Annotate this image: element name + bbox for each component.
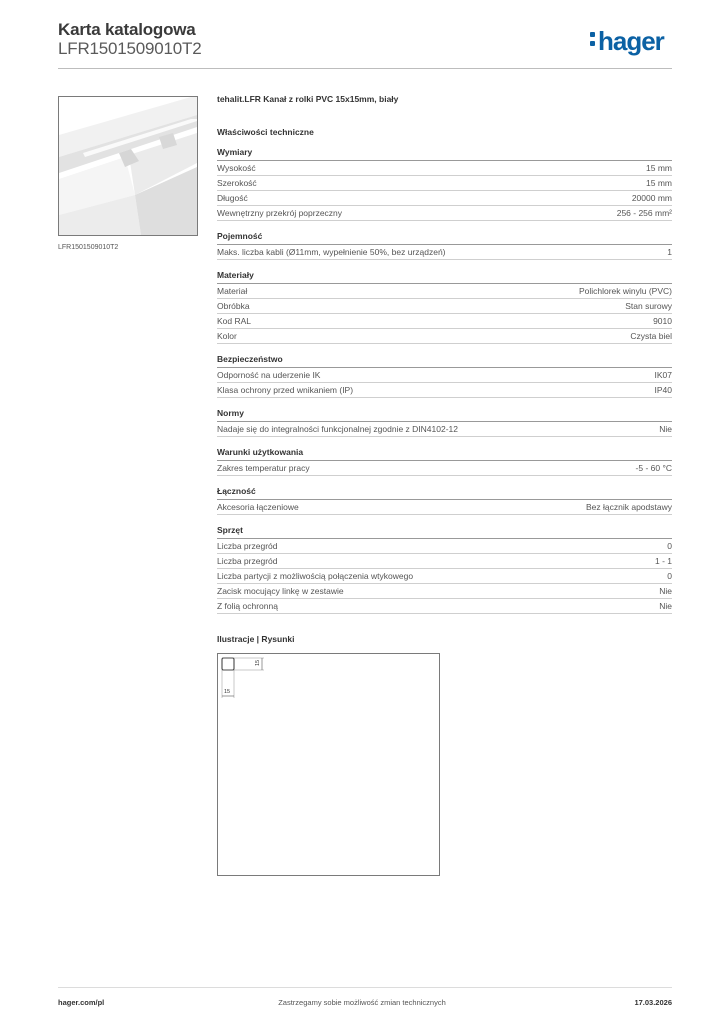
cross-section-drawing bbox=[218, 654, 439, 875]
logo-text: hager bbox=[598, 26, 664, 56]
spec-value: Nie bbox=[659, 424, 672, 434]
spec-label: Materiał bbox=[217, 286, 248, 296]
spec-label: Odporność na uderzenie IK bbox=[217, 370, 321, 380]
spec-value: IK07 bbox=[654, 370, 672, 380]
spec-row bbox=[217, 245, 672, 260]
spec-row bbox=[217, 584, 672, 599]
spec-value: 0 bbox=[667, 541, 672, 551]
section-heading: Łączność bbox=[217, 486, 672, 500]
product-title: tehalit.LFR Kanał z rolki PVC 15x15mm, biały bbox=[217, 94, 399, 104]
spec-value: Polichlorek winylu (PVC) bbox=[578, 286, 672, 296]
product-code: LFR1501509010T2 bbox=[58, 39, 202, 58]
spec-value: 256 - 256 mm² bbox=[616, 208, 672, 218]
spec-row bbox=[217, 422, 672, 437]
spec-label: Akcesoria łączeniowe bbox=[217, 502, 299, 512]
illustrations-heading: Ilustracje | Rysunki bbox=[217, 634, 295, 644]
spec-value: -5 - 60 °C bbox=[635, 463, 672, 473]
section-heading: Normy bbox=[217, 408, 672, 422]
header-divider bbox=[58, 68, 672, 69]
spec-row bbox=[217, 383, 672, 398]
spec-value: Stan surowy bbox=[625, 301, 672, 311]
section-heading: Pojemność bbox=[217, 231, 672, 245]
spec-row bbox=[217, 191, 672, 206]
spec-sections bbox=[217, 147, 672, 614]
spec-value: 9010 bbox=[653, 316, 672, 326]
spec-label: Liczba partycji z możliwością połączenia wtykowego bbox=[217, 571, 414, 581]
technical-properties-heading: Właściwości techniczne bbox=[217, 127, 314, 137]
footer-divider bbox=[58, 987, 672, 988]
spec-row bbox=[217, 599, 672, 614]
spec-label: Liczba przegród bbox=[217, 556, 278, 566]
spec-row bbox=[217, 368, 672, 383]
spec-row bbox=[217, 554, 672, 569]
spec-value: 0 bbox=[667, 571, 672, 581]
cable-duct-illustration bbox=[59, 97, 197, 235]
spec-row bbox=[217, 569, 672, 584]
spec-label: Szerokość bbox=[217, 178, 257, 188]
footer-date: 17.03.2026 bbox=[634, 998, 672, 1007]
spec-row bbox=[217, 461, 672, 476]
spec-row bbox=[217, 206, 672, 221]
spec-value: 15 mm bbox=[646, 178, 672, 188]
spec-row bbox=[217, 299, 672, 314]
spec-value: 20000 mm bbox=[631, 193, 672, 203]
spec-label: Nadaje się do integralności funkcjonalnej zgodnie z DIN4102-12 bbox=[217, 424, 458, 434]
section-heading: Bezpieczeństwo bbox=[217, 354, 672, 368]
spec-row bbox=[217, 176, 672, 191]
spec-row bbox=[217, 500, 672, 515]
dimension-height-label: 15 bbox=[255, 659, 261, 666]
spec-value: Czysta biel bbox=[630, 331, 672, 341]
section-heading: Wymiary bbox=[217, 147, 672, 161]
spec-row bbox=[217, 539, 672, 554]
spec-row bbox=[217, 329, 672, 344]
spec-row bbox=[217, 314, 672, 329]
technical-drawing bbox=[217, 653, 440, 876]
spec-label: Kod RAL bbox=[217, 316, 252, 326]
image-caption: LFR1501509010T2 bbox=[58, 244, 119, 251]
spec-value: Bez łącznik apodstawy bbox=[586, 502, 672, 512]
spec-value: IP40 bbox=[654, 385, 672, 395]
spec-label: Zakres temperatur pracy bbox=[217, 463, 310, 473]
logo-colon-icon bbox=[590, 32, 596, 50]
spec-label: Obróbka bbox=[217, 301, 250, 311]
spec-label: Wysokość bbox=[217, 163, 256, 173]
page-title: Karta katalogowa bbox=[58, 20, 196, 39]
section-heading: Warunki użytkowania bbox=[217, 447, 672, 461]
section-heading: Sprzęt bbox=[217, 525, 672, 539]
spec-value: 1 - 1 bbox=[654, 556, 672, 566]
spec-label: Kolor bbox=[217, 331, 237, 341]
section-heading: Materiały bbox=[217, 270, 672, 284]
spec-label: Z folią ochronną bbox=[217, 601, 278, 611]
product-image bbox=[58, 96, 198, 236]
spec-value: Nie bbox=[659, 586, 672, 596]
spec-label: Zacisk mocujący linkę w zestawie bbox=[217, 586, 344, 596]
spec-label: Maks. liczba kabli (Ø11mm, wypełnienie 50%, bez urządzeń) bbox=[217, 247, 446, 257]
spec-value: Nie bbox=[659, 601, 672, 611]
spec-label: Wewnętrzny przekrój poprzeczny bbox=[217, 208, 343, 218]
dimension-width-label: 15 bbox=[224, 689, 231, 695]
spec-value: 1 bbox=[667, 247, 672, 257]
spec-row bbox=[217, 161, 672, 176]
hager-logo bbox=[590, 28, 664, 54]
spec-row bbox=[217, 284, 672, 299]
spec-content bbox=[217, 94, 672, 648]
footer-disclaimer: Zastrzegamy sobie możliwość zmian technicznych bbox=[278, 998, 446, 1007]
spec-value: 15 mm bbox=[646, 163, 672, 173]
footer-website[interactable]: hager.com/pl bbox=[58, 998, 105, 1007]
spec-label: Liczba przegród bbox=[217, 541, 278, 551]
spec-label: Klasa ochrony przed wnikaniem (IP) bbox=[217, 385, 354, 395]
spec-label: Długość bbox=[217, 193, 248, 203]
